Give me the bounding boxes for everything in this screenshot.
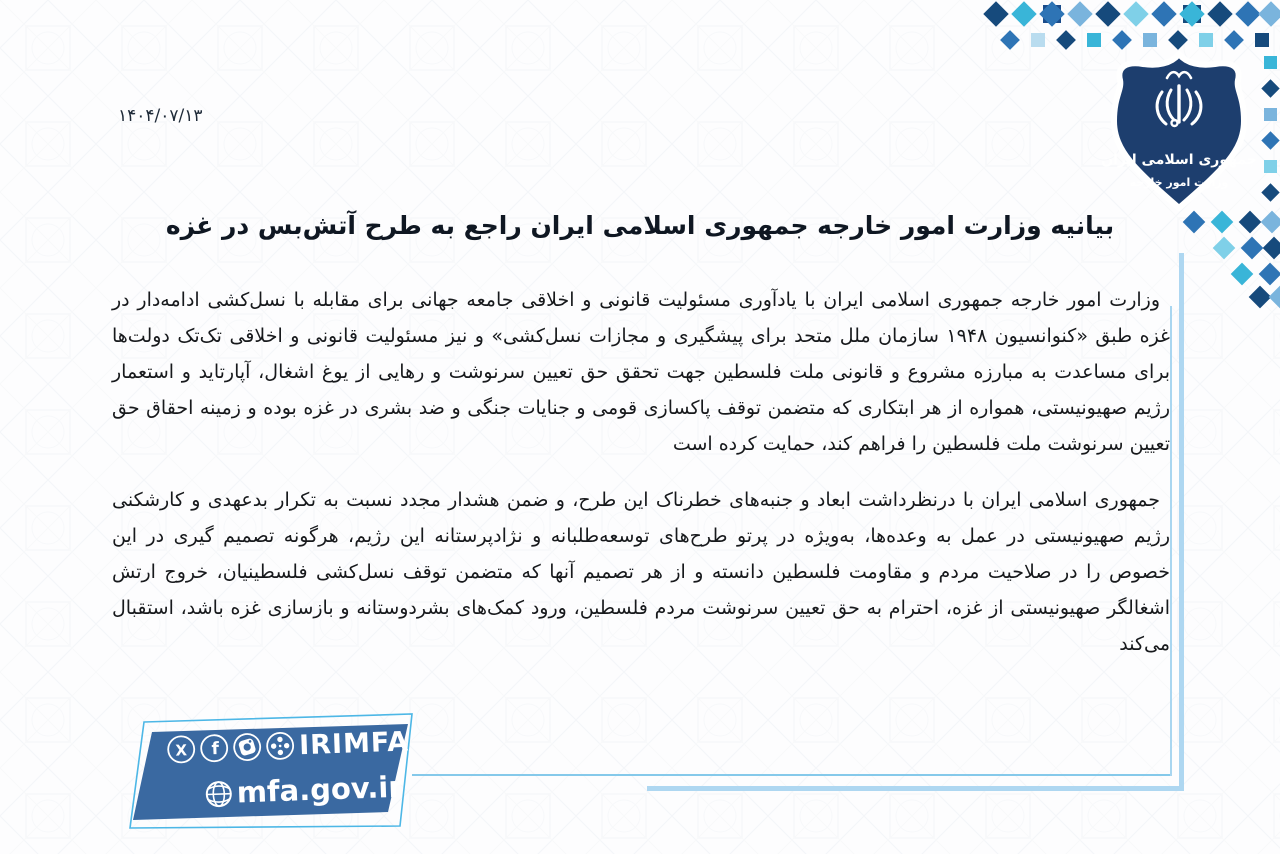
frame-line-thick-vertical [1179,253,1184,791]
globe-icon [206,782,231,807]
statement-body [112,282,1170,682]
frame-line-thin-horizontal [412,774,1172,776]
social-handle: IRIMFA [298,726,410,762]
emblem-country-label: جمهوری اسلامی ایران [1101,152,1257,168]
footer-social-badge [118,700,438,840]
svg-text:f: f [211,739,220,760]
website-url: mfa.gov.ir [236,769,404,810]
mfa-emblem [1098,48,1260,216]
emblem-ministry-label: وزارت امور خارجه [1129,176,1229,189]
svg-text:X: X [175,741,188,760]
statement-date: ۱۴۰۴/۰۷/۱۳ [118,106,203,126]
statement-title: بیانیه وزارت امور خارجه جمهوری اسلامی ایران راجع به طرح آتش‌بس در غزه [165,211,1115,240]
statement-paragraph-1: وزارت امور خارجه جمهوری اسلامی ایران با یادآوری مسئولیت قانونی و اخلاقی جامعه جهانی برای مقابله با نسل‌کشی ادامه‌دار در غزه طبق «کنوانسیون ۱۹۴۸ سازمان ملل متحد برای پیشگیری و مجازات نسل‌کشی» و نیز مسئولیت قانونی و اخلاقی تک‌تک دولت‌ها برای مساعدت به مبارزه مشروع و قانونی ملت فلسطین جهت تحقق حق تعیین سرنوشت و رهایی از یوغ اشغال، آپارتاید و استعمار رژیم صهیونیستی، همواره از هر ابتکاری که متضمن توقف پاکسازی قومی و جنایات جنگی و ضد بشری در غزه بوده و زمینه احقاق حق تعیین سرنوشت ملت فلسطین را فراهم کند، حمایت کرده است [112,289,1170,455]
statement-paragraph-2: جمهوری اسلامی ایران با درنظرداشت ابعاد و جنبه‌های خطرناک این طرح، و ضمن هشدار مجدد نسبت به تکرار بدعهدی و کارشکنی رژیم صهیونیستی در عمل به وعده‌ها، به‌ویژه در پرتو طرح‌های توسعه‌طلبانه و نژادپرستانه این رژیم، هرگونه تصمیم گیری در این خصوص را در صلاحیت مردم و مقاومت فلسطین دانسته و از هر تصمیم آنها که متضمن توقف نسل‌کشی فلسطینیان، خروج ارتش اشغالگر صهیونیستی از غزه، احترام به حق تعیین سرنوشت مردم فلسطین، ورود کمک‌های بشردوستانه و بازسازی غزه باشد، استقبال می‌کند [112,489,1170,655]
frame-line-thin-vertical [1170,306,1172,776]
frame-line-thick-horizontal [647,786,1184,791]
